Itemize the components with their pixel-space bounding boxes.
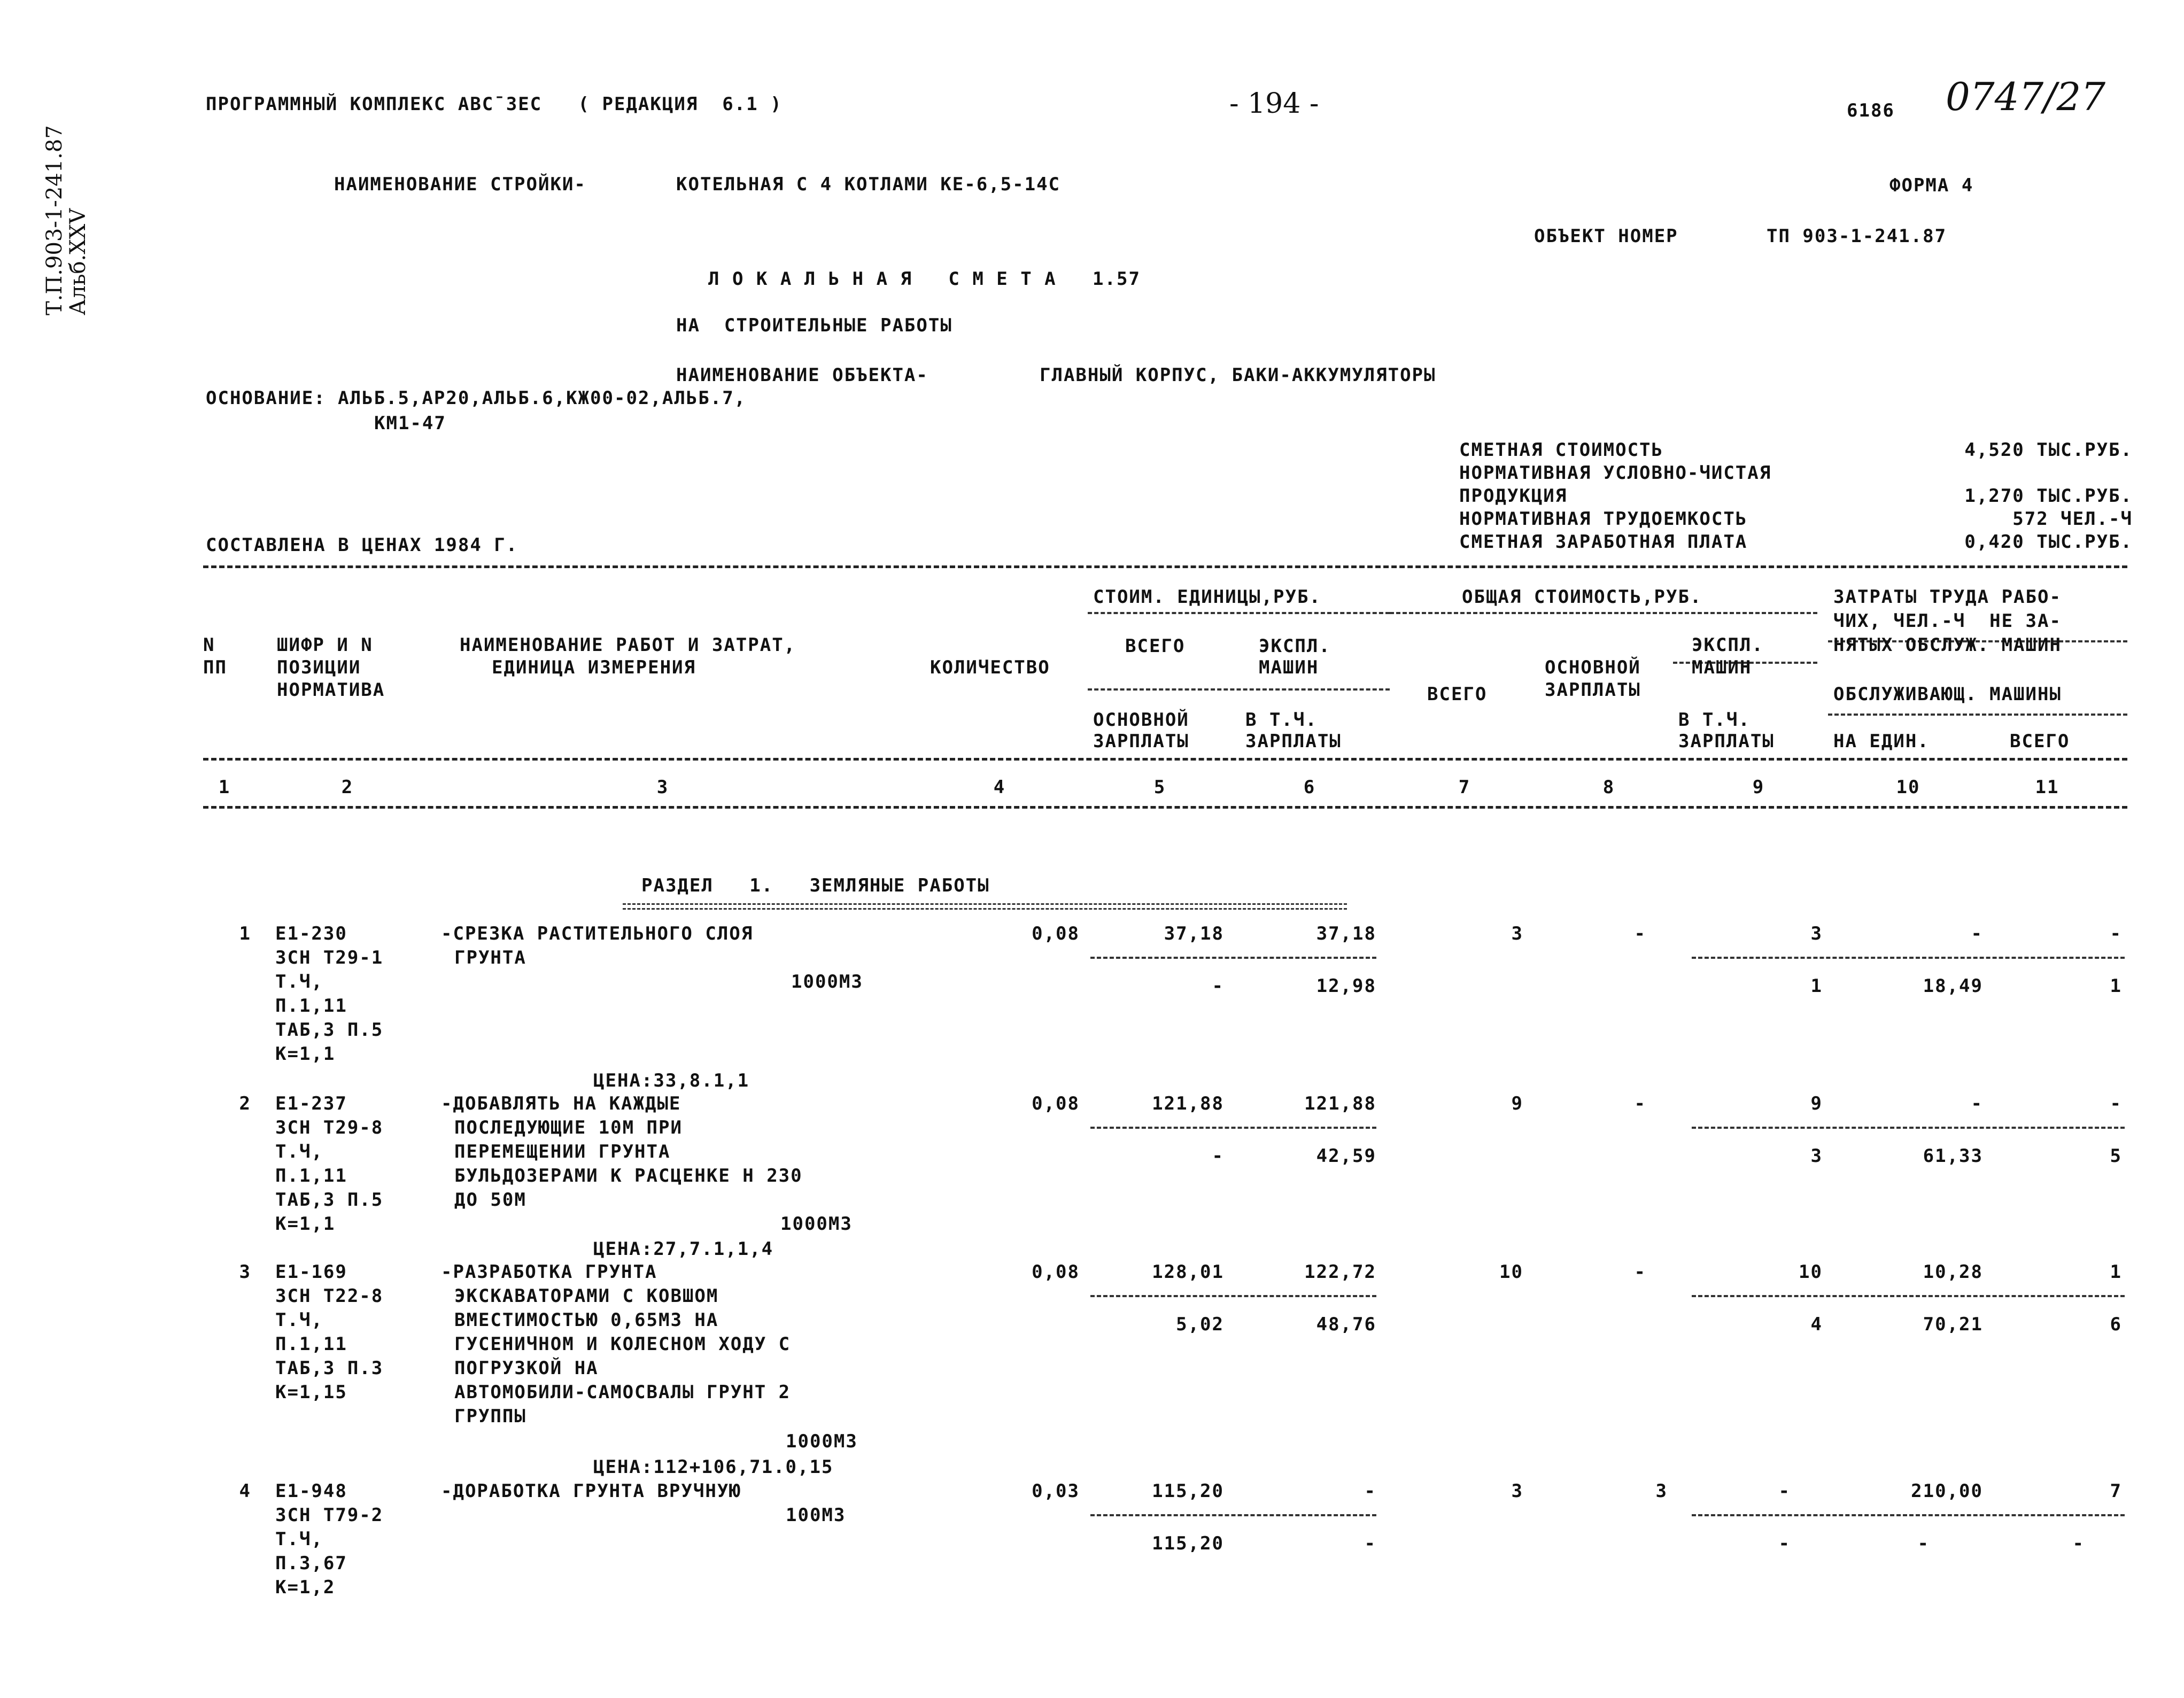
row-total: 3 — [1511, 1480, 1523, 1502]
header-unit-mach: ЭКСПЛ. — [1259, 635, 1331, 657]
row-total: 9 — [1511, 1093, 1523, 1114]
summary-value: 0,420 ТЫС.РУБ. — [1964, 531, 2133, 553]
row-number: 4 — [239, 1480, 251, 1502]
header-total-mach: МАШИН — [1692, 657, 1752, 678]
table-rule — [203, 758, 2127, 761]
row-description: ВМЕСТИМОСТЬЮ 0,65М3 НА — [454, 1309, 719, 1331]
row-code: П.1,11 — [275, 1165, 347, 1187]
table-rule — [203, 806, 2127, 809]
object-name-label: НАИМЕНОВАНИЕ ОБЪЕКТА- — [676, 365, 928, 386]
header-unit-total: ВСЕГО — [1125, 635, 1186, 657]
row-code: 3СН Т79-2 — [275, 1505, 384, 1526]
column-number: 8 — [1602, 777, 1615, 798]
row-labor-total: 1 — [2110, 1261, 2122, 1283]
row-unit-mach: 37,18 — [1316, 923, 1376, 944]
row-unit-total: 115,20 — [1152, 1480, 1224, 1502]
cell-divider — [1692, 1514, 2125, 1516]
row-description: -ДОБАВЛЯТЬ НА КАЖДЫЕ — [441, 1093, 681, 1114]
table-rule — [1828, 714, 2127, 716]
row-description: АВТОМОБИЛИ-САМОСВАЛЫ ГРУНТ 2 — [454, 1382, 791, 1403]
row-unit: 1000М3 — [791, 971, 863, 993]
row-labor-total: - — [2072, 1533, 2085, 1554]
table-rule — [1390, 612, 1817, 614]
row-description: ДО 50М — [454, 1189, 526, 1211]
row-labor-unit: 70,21 — [1923, 1314, 1983, 1335]
cell-divider — [1692, 1127, 2125, 1129]
column-number: 11 — [2035, 777, 2059, 798]
row-code: Т.Ч, — [275, 1141, 323, 1162]
row-code: К=1,15 — [275, 1382, 347, 1403]
column-number: 10 — [1896, 777, 1920, 798]
row-code: Т.Ч, — [275, 1309, 323, 1331]
header-unit-incl: В Т.Ч. — [1245, 709, 1318, 731]
row-unit-mach: 121,88 — [1304, 1093, 1376, 1114]
header-labor-total: ВСЕГО — [2010, 731, 2070, 752]
row-code: 3СН Т29-8 — [275, 1117, 384, 1138]
header-unit-mach: МАШИН — [1259, 657, 1319, 678]
column-number: 1 — [218, 777, 231, 798]
row-total-mach: - — [1778, 1480, 1791, 1502]
summary-value: 1,270 ТЫС.РУБ. — [1964, 485, 2133, 507]
header-col4: КОЛИЧЕСТВО — [930, 657, 1050, 678]
row-code: П.3,67 — [275, 1553, 347, 1574]
cell-divider — [1090, 1295, 1376, 1297]
row-total: 3 — [1511, 923, 1523, 944]
row-description: БУЛЬДОЗЕРАМИ К РАСЦЕНКЕ Н 230 — [454, 1165, 803, 1187]
summary-label: ПРОДУКЦИЯ — [1459, 485, 1568, 507]
row-labor-total: - — [2110, 1093, 2122, 1114]
row-code: К=1,2 — [275, 1577, 336, 1598]
header-labor: НЯТЫХ ОБСЛУЖ. МАШИН — [1833, 634, 2062, 656]
summary-value: 572 ЧЕЛ.-Ч — [2012, 508, 2133, 530]
row-total-incl: 4 — [1810, 1314, 1823, 1335]
row-quantity: 0,08 — [1032, 1093, 1080, 1114]
row-price-note: ЦЕНА:112+106,71.0,15 — [593, 1456, 834, 1478]
header-total-incl: В Т.Ч. — [1678, 709, 1751, 731]
header-unit-wage: ОСНОВНОЙ — [1093, 709, 1189, 731]
side-note-line: Альб.XXV — [66, 208, 90, 315]
object-name-value: ГЛАВНЫЙ КОРПУС, БАКИ-АККУМУЛЯТОРЫ — [1040, 365, 1436, 386]
row-labor-unit: - — [1917, 1533, 1930, 1554]
construction-label: НАИМЕНОВАНИЕ СТРОЙКИ- — [334, 174, 586, 195]
row-total-wage: - — [1634, 1093, 1646, 1114]
row-description: -СРЕЗКА РАСТИТЕЛЬНОГО СЛОЯ — [441, 923, 754, 944]
summary-label: СМЕТНАЯ ЗАРАБОТНАЯ ПЛАТА — [1459, 531, 1748, 553]
header-col1: N — [203, 634, 215, 656]
header-col2: НОРМАТИВА — [277, 679, 385, 701]
row-unit-total: 37,18 — [1164, 923, 1224, 944]
side-note — [43, 125, 90, 315]
summary-label: НОРМАТИВНАЯ ТРУДОЕМКОСТЬ — [1459, 508, 1748, 530]
row-total-incl: - — [1778, 1533, 1791, 1554]
row-code: Е1-169 — [275, 1261, 347, 1283]
row-labor-unit: 10,28 — [1923, 1261, 1983, 1283]
document-subtitle: НА СТРОИТЕЛЬНЫЕ РАБОТЫ — [676, 315, 952, 336]
row-code: Т.Ч, — [275, 971, 323, 993]
cell-divider — [1692, 957, 2125, 959]
row-unit: 1000М3 — [786, 1431, 858, 1452]
row-unit-incl: 42,59 — [1316, 1145, 1376, 1167]
row-labor-total: 5 — [2110, 1145, 2122, 1167]
row-code: К=1,1 — [275, 1213, 336, 1235]
row-description: -РАЗРАБОТКА ГРУНТА — [441, 1261, 657, 1283]
column-number: 5 — [1153, 777, 1166, 798]
row-code: П.1,11 — [275, 995, 347, 1017]
header-col2: ПОЗИЦИИ — [277, 657, 361, 678]
row-description: ГУСЕНИЧНОМ И КОЛЕСНОМ ХОДУ С — [454, 1333, 791, 1355]
header-unit-incl: ЗАРПЛАТЫ — [1245, 731, 1342, 752]
row-code: ТАБ,3 П.5 — [275, 1189, 384, 1211]
row-code: К=1,1 — [275, 1043, 336, 1065]
row-number: 3 — [239, 1261, 251, 1283]
row-total-wage: 3 — [1655, 1480, 1668, 1502]
document-title: Л О К А Л Ь Н А Я С М Е Т А 1.57 — [708, 268, 1141, 290]
header-total-cost: ОБЩАЯ СТОИМОСТЬ,РУБ. — [1462, 586, 1702, 608]
row-total-mach: 9 — [1810, 1093, 1823, 1114]
document-code: 6186 — [1847, 100, 1895, 121]
summary-value: 4,520 ТЫС.РУБ. — [1964, 439, 2133, 461]
summary-label: СМЕТНАЯ СТОИМОСТЬ — [1459, 439, 1663, 461]
header-labor: ЧИХ, ЧЕЛ.-Ч НЕ ЗА- — [1833, 610, 2062, 632]
row-unit: 100М3 — [786, 1505, 846, 1526]
header-total-wage: ЗАРПЛАТЫ — [1545, 679, 1641, 701]
row-total-wage: - — [1634, 1261, 1646, 1283]
section-underline — [623, 903, 1347, 910]
row-unit-mach: 122,72 — [1304, 1261, 1376, 1283]
object-number-label: ОБЪЕКТ НОМЕР — [1534, 226, 1678, 247]
header-total-all: ВСЕГО — [1427, 684, 1488, 705]
header-total-mach: ЭКСПЛ. — [1692, 634, 1764, 656]
row-description: ЭКСКАВАТОРАМИ С КОВШОМ — [454, 1285, 719, 1307]
row-code: Е1-230 — [275, 923, 347, 944]
row-quantity: 0,08 — [1032, 1261, 1080, 1283]
section-title: РАЗДЕЛ 1. ЗЕМЛЯНЫЕ РАБОТЫ — [641, 875, 990, 896]
cell-divider — [1090, 1127, 1376, 1129]
row-code: Т.Ч, — [275, 1529, 323, 1550]
row-description: ГРУНТА — [454, 947, 526, 968]
row-code: Е1-948 — [275, 1480, 347, 1502]
construction-value: КОТЕЛЬНАЯ С 4 КОТЛАМИ КЕ-6,5-14С — [676, 174, 1061, 195]
row-price-note: ЦЕНА:33,8.1,1 — [593, 1070, 750, 1091]
column-number: 3 — [656, 777, 669, 798]
basis-line: КМ1-47 — [374, 413, 446, 434]
table-rule — [1088, 612, 1390, 614]
header-labor-unit: НА ЕДИН. — [1833, 731, 1930, 752]
row-description: -ДОРАБОТКА ГРУНТА ВРУЧНУЮ — [441, 1480, 741, 1502]
row-description: ГРУППЫ — [454, 1406, 526, 1427]
row-number: 2 — [239, 1093, 251, 1114]
header-col3: ЕДИНИЦА ИЗМЕРЕНИЯ — [492, 657, 696, 678]
row-unit-incl: 48,76 — [1316, 1314, 1376, 1335]
row-labor-total: 7 — [2110, 1480, 2122, 1502]
row-code: 3СН Т29-1 — [275, 947, 384, 968]
header-col1: ПП — [203, 657, 227, 678]
row-description: ПЕРЕМЕЩЕНИИ ГРУНТА — [454, 1141, 671, 1162]
row-total: 10 — [1499, 1261, 1523, 1283]
row-unit: 1000М3 — [780, 1213, 853, 1235]
column-number: 6 — [1303, 777, 1316, 798]
row-total-mach: 3 — [1810, 923, 1823, 944]
row-labor-unit: - — [1971, 1093, 1983, 1114]
row-unit-wage: 115,20 — [1152, 1533, 1224, 1554]
column-number: 7 — [1458, 777, 1471, 798]
row-labor-unit: 210,00 — [1911, 1480, 1983, 1502]
row-labor-unit: 61,33 — [1923, 1145, 1983, 1167]
header-total-incl: ЗАРПЛАТЫ — [1678, 731, 1775, 752]
row-code: П.1,11 — [275, 1333, 347, 1355]
row-code: 3СН Т22-8 — [275, 1285, 384, 1307]
row-total-mach: 10 — [1799, 1261, 1823, 1283]
row-unit-wage: - — [1212, 1145, 1224, 1167]
row-unit-total: 121,88 — [1152, 1093, 1224, 1114]
cell-divider — [1090, 957, 1376, 959]
row-code: Е1-237 — [275, 1093, 347, 1114]
row-labor-total: 1 — [2110, 975, 2122, 997]
column-number: 4 — [993, 777, 1006, 798]
basis-line: ОСНОВАНИЕ: АЛЬБ.5,АР20,АЛЬБ.6,КЖ00-02,АЛЬБ.7, — [206, 387, 747, 409]
object-number-value: ТП 903-1-241.87 — [1767, 226, 1947, 247]
row-unit-wage: 5,02 — [1176, 1314, 1224, 1335]
row-quantity: 0,08 — [1032, 923, 1080, 944]
row-code: ТАБ,3 П.3 — [275, 1358, 384, 1379]
header-col3: НАИМЕНОВАНИЕ РАБОТ И ЗАТРАТ, — [460, 634, 796, 656]
handwritten-reference: 0747/27 — [1946, 74, 2106, 119]
column-number: 9 — [1752, 777, 1765, 798]
row-quantity: 0,03 — [1032, 1480, 1080, 1502]
row-labor-unit: 18,49 — [1923, 975, 1983, 997]
row-description: ПОСЛЕДУЮЩИЕ 10М ПРИ — [454, 1117, 683, 1138]
row-total-wage: - — [1634, 923, 1646, 944]
row-total-incl: 3 — [1810, 1145, 1823, 1167]
row-labor-total: 6 — [2110, 1314, 2122, 1335]
side-note-line: Т.П.903-1-241.87 — [42, 125, 67, 315]
row-labor-total: - — [2110, 923, 2122, 944]
header-labor: ОБСЛУЖИВАЮЩ. МАШИНЫ — [1833, 684, 2062, 705]
row-number: 1 — [239, 923, 251, 944]
summary-label: НОРМАТИВНАЯ УСЛОВНО-ЧИСТАЯ — [1459, 462, 1772, 484]
cell-divider — [1692, 1295, 2125, 1297]
row-unit-wage: - — [1212, 975, 1224, 997]
row-price-note: ЦЕНА:27,7.1,1,4 — [593, 1238, 774, 1260]
row-description: ПОГРУЗКОЙ НА — [454, 1358, 599, 1379]
program-name: ПРОГРАММНЫЙ КОМПЛЕКС АВС¯3ЕС ( РЕДАКЦИЯ 6.1 ) — [206, 94, 783, 115]
header-total-wage: ОСНОВНОЙ — [1545, 657, 1641, 678]
prices-note: СОСТАВЛЕНА В ЦЕНАХ 1984 Г. — [206, 534, 518, 556]
row-code: ТАБ,3 П.5 — [275, 1019, 384, 1041]
row-unit-total: 128,01 — [1152, 1261, 1224, 1283]
cell-divider — [1090, 1514, 1376, 1516]
page-number: - 194 - — [1229, 88, 1319, 120]
table-rule — [203, 565, 2127, 568]
header-unit-cost: СТОИМ. ЕДИНИЦЫ,РУБ. — [1093, 586, 1321, 608]
row-labor-unit: - — [1971, 923, 1983, 944]
row-unit-incl: 12,98 — [1316, 975, 1376, 997]
form-label: ФОРМА 4 — [1889, 175, 1974, 196]
header-col2: ШИФР И N — [277, 634, 373, 656]
header-unit-wage: ЗАРПЛАТЫ — [1093, 731, 1189, 752]
row-unit-mach: - — [1364, 1480, 1376, 1502]
row-unit-incl: - — [1364, 1533, 1376, 1554]
table-rule — [1088, 688, 1390, 691]
column-number: 2 — [341, 777, 354, 798]
header-labor: ЗАТРАТЫ ТРУДА РАБО- — [1833, 586, 2062, 608]
row-total-incl: 1 — [1810, 975, 1823, 997]
